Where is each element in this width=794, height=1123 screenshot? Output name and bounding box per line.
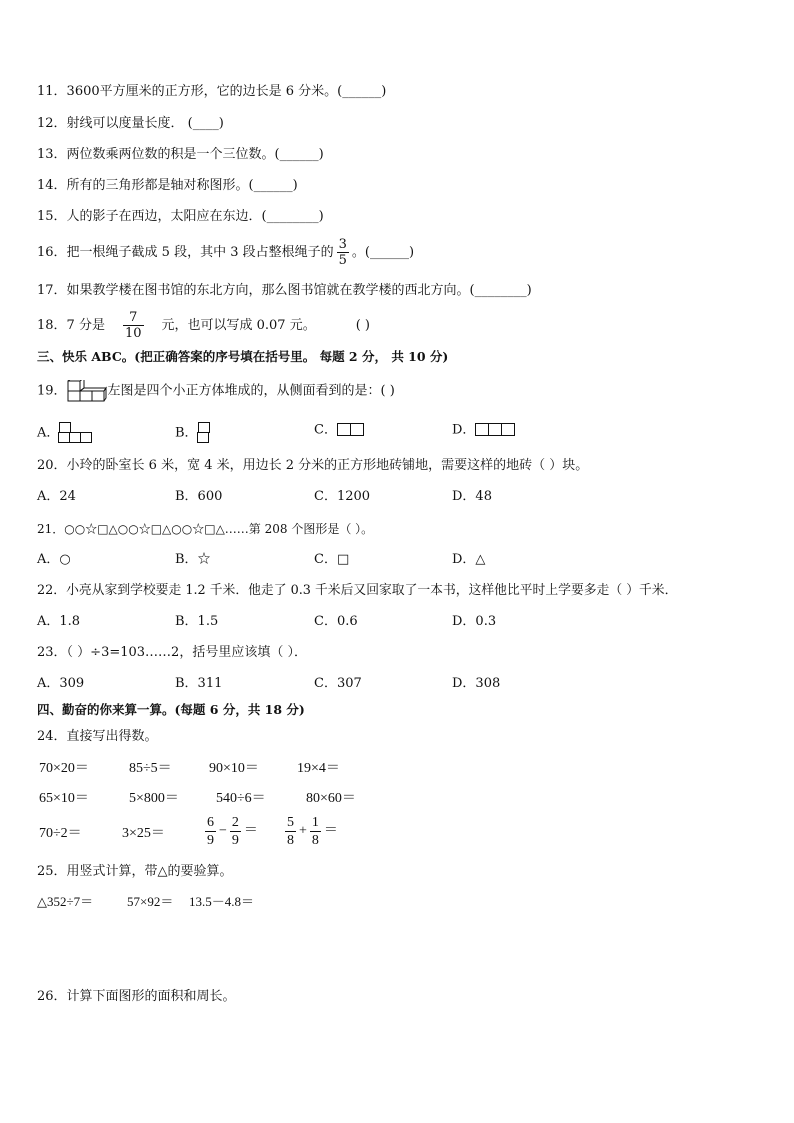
question-21: 21．○○☆□△○○☆□△○○☆□△……第 208 个图形是（ ）。	[37, 522, 374, 536]
q21-option-b: B．☆	[175, 552, 211, 567]
question-11: 11．3600平方厘米的正方形，它的边长是 6 分米。(______)	[37, 84, 387, 99]
q19-option-a: A．	[37, 422, 95, 444]
q19-option-c: C．	[314, 422, 364, 439]
calc-r1-c3: 90×10＝	[209, 761, 259, 776]
calc-r1-c1: 70×20＝	[39, 761, 89, 776]
q23-option-b: B．311	[175, 676, 223, 691]
calc-r3-c1: 70÷2＝	[39, 826, 82, 841]
calc-r3-c2: 3×25＝	[122, 826, 165, 841]
fraction-3-5: $\frac{3}{5}$	[338, 237, 347, 268]
calc-r1-c2: 85÷5＝	[129, 761, 172, 776]
option-c-figure	[337, 422, 364, 438]
vertical-calc-2: 57×92＝	[127, 894, 174, 909]
question-25: 25．用竖式计算，带△的要验算。	[37, 864, 233, 879]
fraction-7-10: $\frac{7}{10}$	[124, 310, 142, 341]
q19-option-b: B．	[175, 422, 212, 444]
vertical-calc-1: △352÷7＝	[37, 894, 94, 909]
section-4-title: 四、勤奋的你来算一算。(每题 6 分，共 18 分)	[37, 702, 305, 717]
cube-stack-figure	[67, 380, 107, 402]
question-26: 26．计算下面图形的面积和周长。	[37, 989, 236, 1004]
question-18: 18．7 分是 $\frac{7}{10}$ 元，也可以写成 0.07 元。 ( )	[37, 310, 370, 341]
question-14: 14．所有的三角形都是轴对称图形。(______)	[37, 178, 298, 193]
question-15: 15．人的影子在西边，太阳应在东边．(________)	[37, 209, 324, 224]
question-12: 12．射线可以度量长度． (____)	[37, 116, 224, 131]
q22-option-b: B．1.5	[175, 614, 219, 629]
q22-option-d: D．0.3	[452, 614, 497, 629]
q23-option-d: D．308	[452, 676, 501, 691]
q22-option-a: A．1.8	[37, 614, 81, 629]
question-24: 24．直接写出得数。	[37, 729, 158, 744]
q20-option-c: C．1200	[314, 489, 371, 504]
option-d-figure	[475, 422, 515, 438]
question-19: 19． 左图是四个小正方体堆成的，从侧面看到的是：( )	[37, 380, 395, 402]
vertical-calc-3: 13.5－4.8＝	[189, 894, 255, 909]
section-3-title: 三、快乐 ABC。(把正确答案的序号填在括号里。 每题 2 分， 共 10 分)	[37, 349, 449, 364]
fraction-5-8: $\frac{5}{8}$	[287, 815, 294, 848]
q20-option-a: A．24	[37, 489, 76, 504]
q23-option-a: A．309	[37, 676, 85, 691]
calc-r3-c4: $\frac{5}{8}$ + $\frac{1}{8}$ ＝	[287, 815, 338, 848]
option-b-figure	[198, 422, 212, 444]
q22-option-c: C．0.6	[314, 614, 358, 629]
question-13: 13．两位数乘两位数的积是一个三位数。(______)	[37, 147, 324, 162]
option-a-figure	[59, 422, 95, 444]
fraction-1-8: $\frac{1}{8}$	[311, 815, 319, 848]
calc-r2-c4: 80×60＝	[306, 791, 356, 806]
question-20: 20．小玲的卧室长 6 米，宽 4 米，用边长 2 分米的正方形地砖铺地，需要这样的地砖（ ）块。	[37, 458, 589, 473]
q20-option-d: D．48	[452, 489, 492, 504]
calc-r3-c3: $\frac{6}{9}$ − $\frac{2}{9}$ ＝	[207, 815, 258, 848]
q21-option-a: A．○	[37, 552, 71, 567]
fraction-6-9: $\frac{6}{9}$	[207, 815, 214, 848]
fraction-2-9: $\frac{2}{9}$	[231, 815, 239, 848]
q21-option-c: C．□	[314, 552, 350, 567]
q21-option-d: D．△	[452, 552, 486, 567]
calc-r2-c3: 540÷6＝	[216, 791, 266, 806]
question-22: 22．小亮从家到学校要走 1.2 千米．他走了 0.3 千米后又回家取了一本书，这样他比平时上学要多走（ ）千米．	[37, 583, 678, 598]
question-23: 23．（ ）÷3=103……2，括号里应该填（ ）．	[37, 645, 307, 660]
question-16: 16．把一根绳子截成 5 段，其中 3 段占整根绳子的 $\frac{3}{5}$ 。(______)	[37, 237, 415, 268]
q23-option-c: C．307	[314, 676, 362, 691]
calc-r1-c4: 19×4＝	[297, 761, 340, 776]
q19-option-d: D．	[452, 422, 515, 439]
calc-r2-c2: 5×800＝	[129, 791, 179, 806]
question-17: 17．如果教学楼在图书馆的东北方向，那么图书馆就在教学楼的西北方向。(________)	[37, 283, 532, 298]
calc-r2-c1: 65×10＝	[39, 791, 89, 806]
q20-option-b: B．600	[175, 489, 223, 504]
